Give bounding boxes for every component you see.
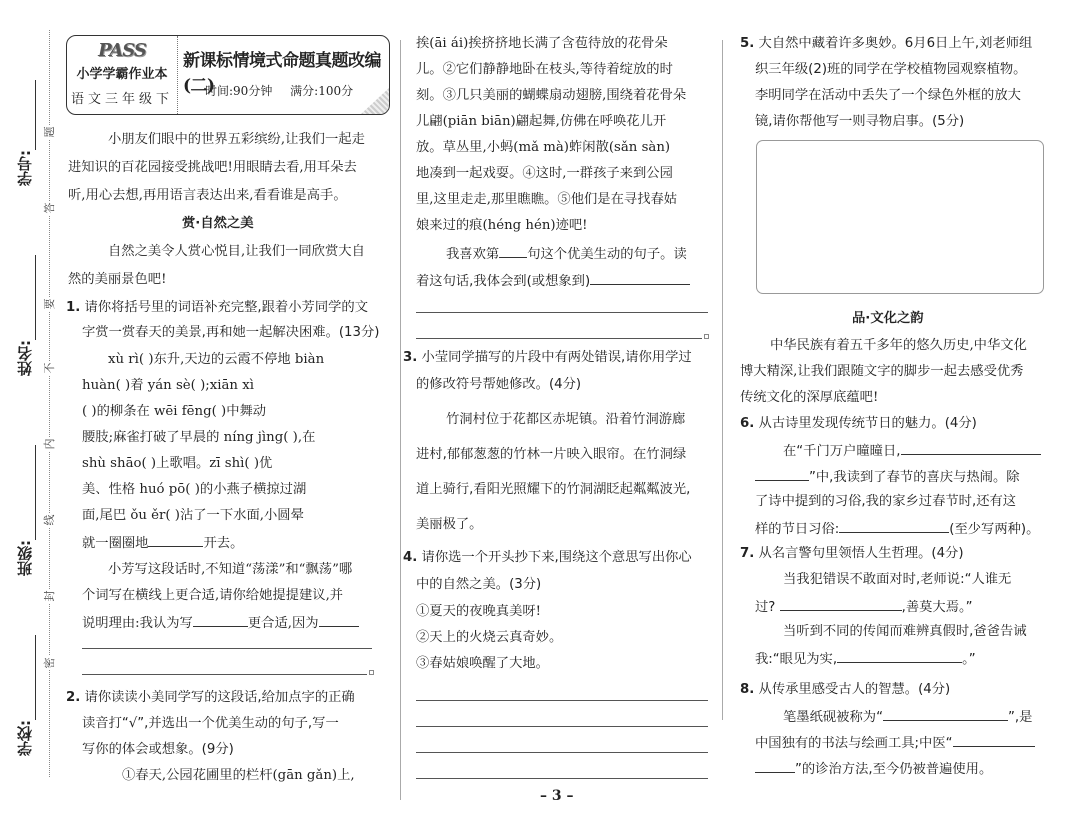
column-divider: [722, 40, 723, 720]
q7-line: 当听到不同的传闻而难辨真假时,爸爸告诫: [783, 624, 1027, 639]
text: (至少写两种)。: [949, 522, 1040, 537]
time-limit: 时间:90分钟: [205, 84, 273, 98]
text: 着这句话,我体会到(或想象到): [416, 274, 591, 289]
answer-blank[interactable]: [148, 532, 203, 547]
text: ”中,我读到了春节的喜庆与热闹。除: [809, 470, 1020, 485]
section-intro: 中华民族有着五千多年的悠久历史,中华文化: [770, 338, 1027, 353]
section-intro: 然的美丽景色吧!: [68, 272, 167, 287]
term-blank[interactable]: [883, 706, 1008, 721]
passage-line: 儿。②它们静静地卧在枝头,等待着绽放的时: [416, 62, 673, 77]
page-number: – 3 –: [540, 788, 574, 804]
text: 样的节日习俗:: [755, 522, 840, 537]
fill-blank-line[interactable]: 腰肢;麻雀打破了早晨的 níng jìng( ),在: [82, 430, 316, 445]
fill-blank-line[interactable]: 美、性格 huó pō( )的小燕子横掠过湖: [82, 482, 307, 497]
text: 我:“眼见为实,: [755, 652, 838, 667]
binding-margin: [0, 0, 72, 817]
text: ”,是: [1007, 710, 1033, 725]
answer-line[interactable]: [416, 752, 708, 753]
quote-blank[interactable]: [837, 648, 962, 663]
text: 。”: [962, 652, 976, 667]
custom-blank[interactable]: [839, 518, 949, 533]
question-4: [403, 548, 692, 568]
passage-line: 挨(āi ái)挨挤挤地长满了含苞待放的花骨朵: [416, 36, 668, 51]
school-label: 学校:: [16, 720, 34, 756]
q7-line: 当我犯错误不敢面对时,老师说:“人谁无: [783, 572, 1012, 587]
seal-char: 答: [43, 202, 56, 214]
question-text: 写你的体会或想象。(9分): [82, 742, 234, 757]
question-text: 镜,请你帮他写一则寻物启事。(5分): [755, 114, 965, 129]
question-7: [740, 544, 964, 564]
text: 过?: [755, 600, 776, 615]
student-number-label: 学号:: [16, 150, 34, 186]
q7-line: [755, 596, 973, 618]
section-intro: 自然之美令人赏心悦目,让我们一同欣赏大自: [108, 244, 365, 259]
q2-answer-line: [446, 243, 687, 265]
seal-char: 不: [43, 362, 56, 374]
question-3: [403, 348, 692, 368]
answer-line[interactable]: [82, 674, 367, 675]
text: 说明理由:我认为写: [82, 616, 193, 631]
question-text: 大自然中藏着许多奥妙。6月6日上午,刘老师组: [758, 36, 1033, 51]
question-number: 8.: [740, 682, 755, 697]
intro-line: 小朋友们眼中的世界五彩缤纷,让我们一起走: [108, 132, 365, 147]
q6-line: [783, 440, 1041, 462]
passage-line: 刻。③几只美丽的蝴蝶扇动翅膀,围绕着花骨朵: [416, 88, 687, 103]
text: ,善莫大焉。”: [901, 600, 973, 615]
exam-header: [66, 35, 390, 115]
term-blank[interactable]: [755, 758, 795, 773]
intro-line: 听,用心去想,再用语言表达出来,看看谁是高手。: [68, 188, 347, 203]
intro-line: 进知识的百花园接受挑战吧!用眼睛去看,用耳朵去: [68, 160, 357, 175]
question-number: 6.: [740, 416, 755, 431]
question-text: 请你将括号里的词语补充完整,跟着小芳同学的文: [84, 300, 369, 315]
class-field[interactable]: [35, 445, 36, 540]
question-text: 请你读读小美同学写的这段话,给加点字的正确: [84, 690, 355, 705]
question-5: [740, 34, 1032, 54]
quote-blank[interactable]: [780, 596, 902, 611]
passage-line: 里,这里走走,那里瞧瞧。⑤他们是在寻找春姑: [416, 192, 678, 207]
fill-blank-line[interactable]: xù rì( )东升,天边的云霞不停地 biàn: [108, 352, 325, 367]
seal-char: 密: [43, 657, 56, 669]
question-number: 1.: [66, 300, 81, 315]
passage-line: 地凑到一起戏耍。④这时,一群孩子来到公园: [416, 166, 673, 181]
edit-passage-line: 进村,郁郁葱葱的竹林一片映入眼帘。在竹洞绿: [416, 447, 687, 462]
passage-line: 放。草丛里,小蚂(mǎ mà)蚱闲散(sǎn sàn): [416, 140, 671, 155]
question-2: [66, 688, 355, 708]
q7-line: [755, 648, 976, 670]
seal-char: 内: [43, 438, 56, 450]
question-text: 从古诗里发现传统节日的魅力。(4分): [758, 416, 977, 431]
fill-blank-line: [82, 532, 243, 554]
text: 笔墨纸砚被称为“: [783, 710, 883, 725]
student-number-field[interactable]: [35, 80, 36, 150]
q8-line: [755, 732, 1035, 754]
question-text: 请你选一个开头抄下来,围绕这个意思写出你心: [421, 550, 692, 565]
question-text: 字赏一赏春天的美景,再和她一起解决困难。(13分): [82, 325, 380, 340]
question-text: 织三年级(2)班的同学在学校植物园观察植物。: [755, 62, 1027, 77]
question-text: 的修改符号帮她修改。(4分): [416, 377, 582, 392]
school-field[interactable]: [35, 635, 36, 720]
passage-line: 儿翩(piān biān)翩起舞,仿佛在呼唤花儿开: [416, 114, 667, 129]
text: 在“千门万户曈曈日,: [783, 444, 901, 459]
passage-line: ①春天,公园花圃里的栏杆(gān gǎn)上,: [122, 768, 355, 783]
sentence-number-blank[interactable]: [499, 243, 527, 258]
question-text: 读音打“√”,并选出一个优美生动的句子,写一: [82, 716, 339, 731]
section-intro: 博大精深,让我们跟随文字的脚步一起去感受优秀: [740, 364, 1024, 379]
period-mark: [369, 670, 374, 675]
question-text: 从名言警句里领悟人生哲理。(4分): [758, 546, 964, 561]
seal-char: 要: [43, 298, 56, 310]
term-blank[interactable]: [953, 732, 1035, 747]
option-1: ①夏天的夜晚真美呀!: [416, 604, 542, 619]
q8-line: [755, 758, 992, 780]
q6-line: 了诗中提到的习俗,我的家乡过春节时,还有这: [755, 494, 1017, 509]
lost-notice-answer-box[interactable]: [756, 140, 1044, 294]
follow-text: 个词写在横线上更合适,请你给她提提建议,并: [82, 588, 344, 603]
class-label: 班级:: [16, 540, 34, 576]
section-intro: 传统文化的深厚底蕴吧!: [740, 390, 879, 405]
seal-char: 封: [43, 590, 56, 602]
question-number: 7.: [740, 546, 755, 561]
answer-blank[interactable]: [319, 612, 359, 627]
option-3: ③春姑娘唤醒了大地。: [416, 656, 549, 671]
exam-meta: [205, 82, 367, 99]
follow-text: [82, 612, 359, 634]
edit-passage-line: 道上骑行,看阳光照耀下的竹洞湖眨起粼粼波光,: [416, 482, 691, 497]
name-label: 姓名:: [16, 340, 34, 376]
q2-answer-line: [416, 270, 690, 292]
text: 中国独有的书法与绘画工具;中医“: [755, 736, 953, 751]
text: 开去。: [203, 536, 244, 551]
text: 就一圈圈地: [82, 536, 149, 551]
question-text: 李明同学在活动中丢失了一个绿色外框的放大: [755, 88, 1021, 103]
question-text: 中的自然之美。(3分): [416, 577, 542, 592]
answer-line[interactable]: [416, 312, 708, 313]
series-block: [67, 36, 178, 114]
fill-blank-line[interactable]: shù shāo( )上歌唱。zī shì( )优: [82, 456, 273, 471]
edit-passage-line: 美丽极了。: [416, 517, 483, 532]
fill-blank-line[interactable]: huàn( )着 yán sè( );xiān xì: [82, 378, 254, 393]
answer-blank[interactable]: [590, 270, 690, 285]
poem-line-blank[interactable]: [755, 466, 809, 481]
grade-label: 语文三年级下: [70, 92, 173, 107]
follow-text: 小芳写这段话时,不知道“荡漾”和“飘荡”哪: [108, 562, 353, 577]
text: ”的诊治方法,至今仍被普遍使用。: [795, 762, 993, 777]
seal-char: 线: [43, 514, 56, 526]
q6-line: [755, 518, 1039, 540]
question-text: 小莹同学描写的片段中有两处错误,请你用学过: [421, 350, 692, 365]
answer-line[interactable]: [82, 648, 372, 649]
option-2: ②天上的火烧云真奇妙。: [416, 630, 563, 645]
question-number: 5.: [740, 36, 755, 51]
question-8: [740, 680, 950, 700]
question-text: 从传承里感受古人的智慧。(4分): [758, 682, 951, 697]
text: 句这个优美生动的句子。读: [527, 247, 687, 262]
text: 更合适,因为: [247, 616, 319, 631]
question-1: [66, 298, 368, 318]
answer-line[interactable]: [416, 726, 708, 727]
edit-passage-line: 竹洞村位于花都区赤坭镇。沿着竹洞游廊: [446, 412, 686, 427]
fill-blank-line[interactable]: 面,尾巴 ǒu ěr( )沾了一下水面,小圆晕: [82, 508, 304, 523]
passage-line: 娘来过的痕(héng hén)迹吧!: [416, 218, 588, 233]
answer-blank[interactable]: [193, 612, 248, 627]
q6-line: [755, 466, 1020, 488]
series-name: 小学学霸作业本: [76, 67, 168, 82]
text: 我喜欢第: [446, 247, 500, 262]
exam-title: 新课标情境式命题真题改编(二): [183, 51, 381, 96]
fill-blank-line[interactable]: ( )的柳条在 wēi fēng( )中舞动: [82, 404, 267, 419]
answer-line[interactable]: [416, 338, 702, 339]
question-number: 2.: [66, 690, 81, 705]
answer-line[interactable]: [416, 778, 708, 779]
section-title-culture: 品·文化之韵: [852, 311, 924, 326]
poem-line-blank[interactable]: [901, 440, 1041, 455]
name-field[interactable]: [35, 255, 36, 340]
pass-logo: PASS: [98, 40, 146, 61]
full-score: 满分:100分: [290, 84, 354, 98]
seal-char: 题: [43, 126, 56, 138]
question-number: 4.: [403, 550, 418, 565]
column-divider: [400, 40, 401, 800]
question-6: [740, 414, 977, 434]
question-number: 3.: [403, 350, 418, 365]
section-title-nature: 赏·自然之美: [182, 216, 254, 231]
answer-line[interactable]: [416, 700, 708, 701]
period-mark: [704, 334, 709, 339]
q8-line: [783, 706, 1032, 728]
